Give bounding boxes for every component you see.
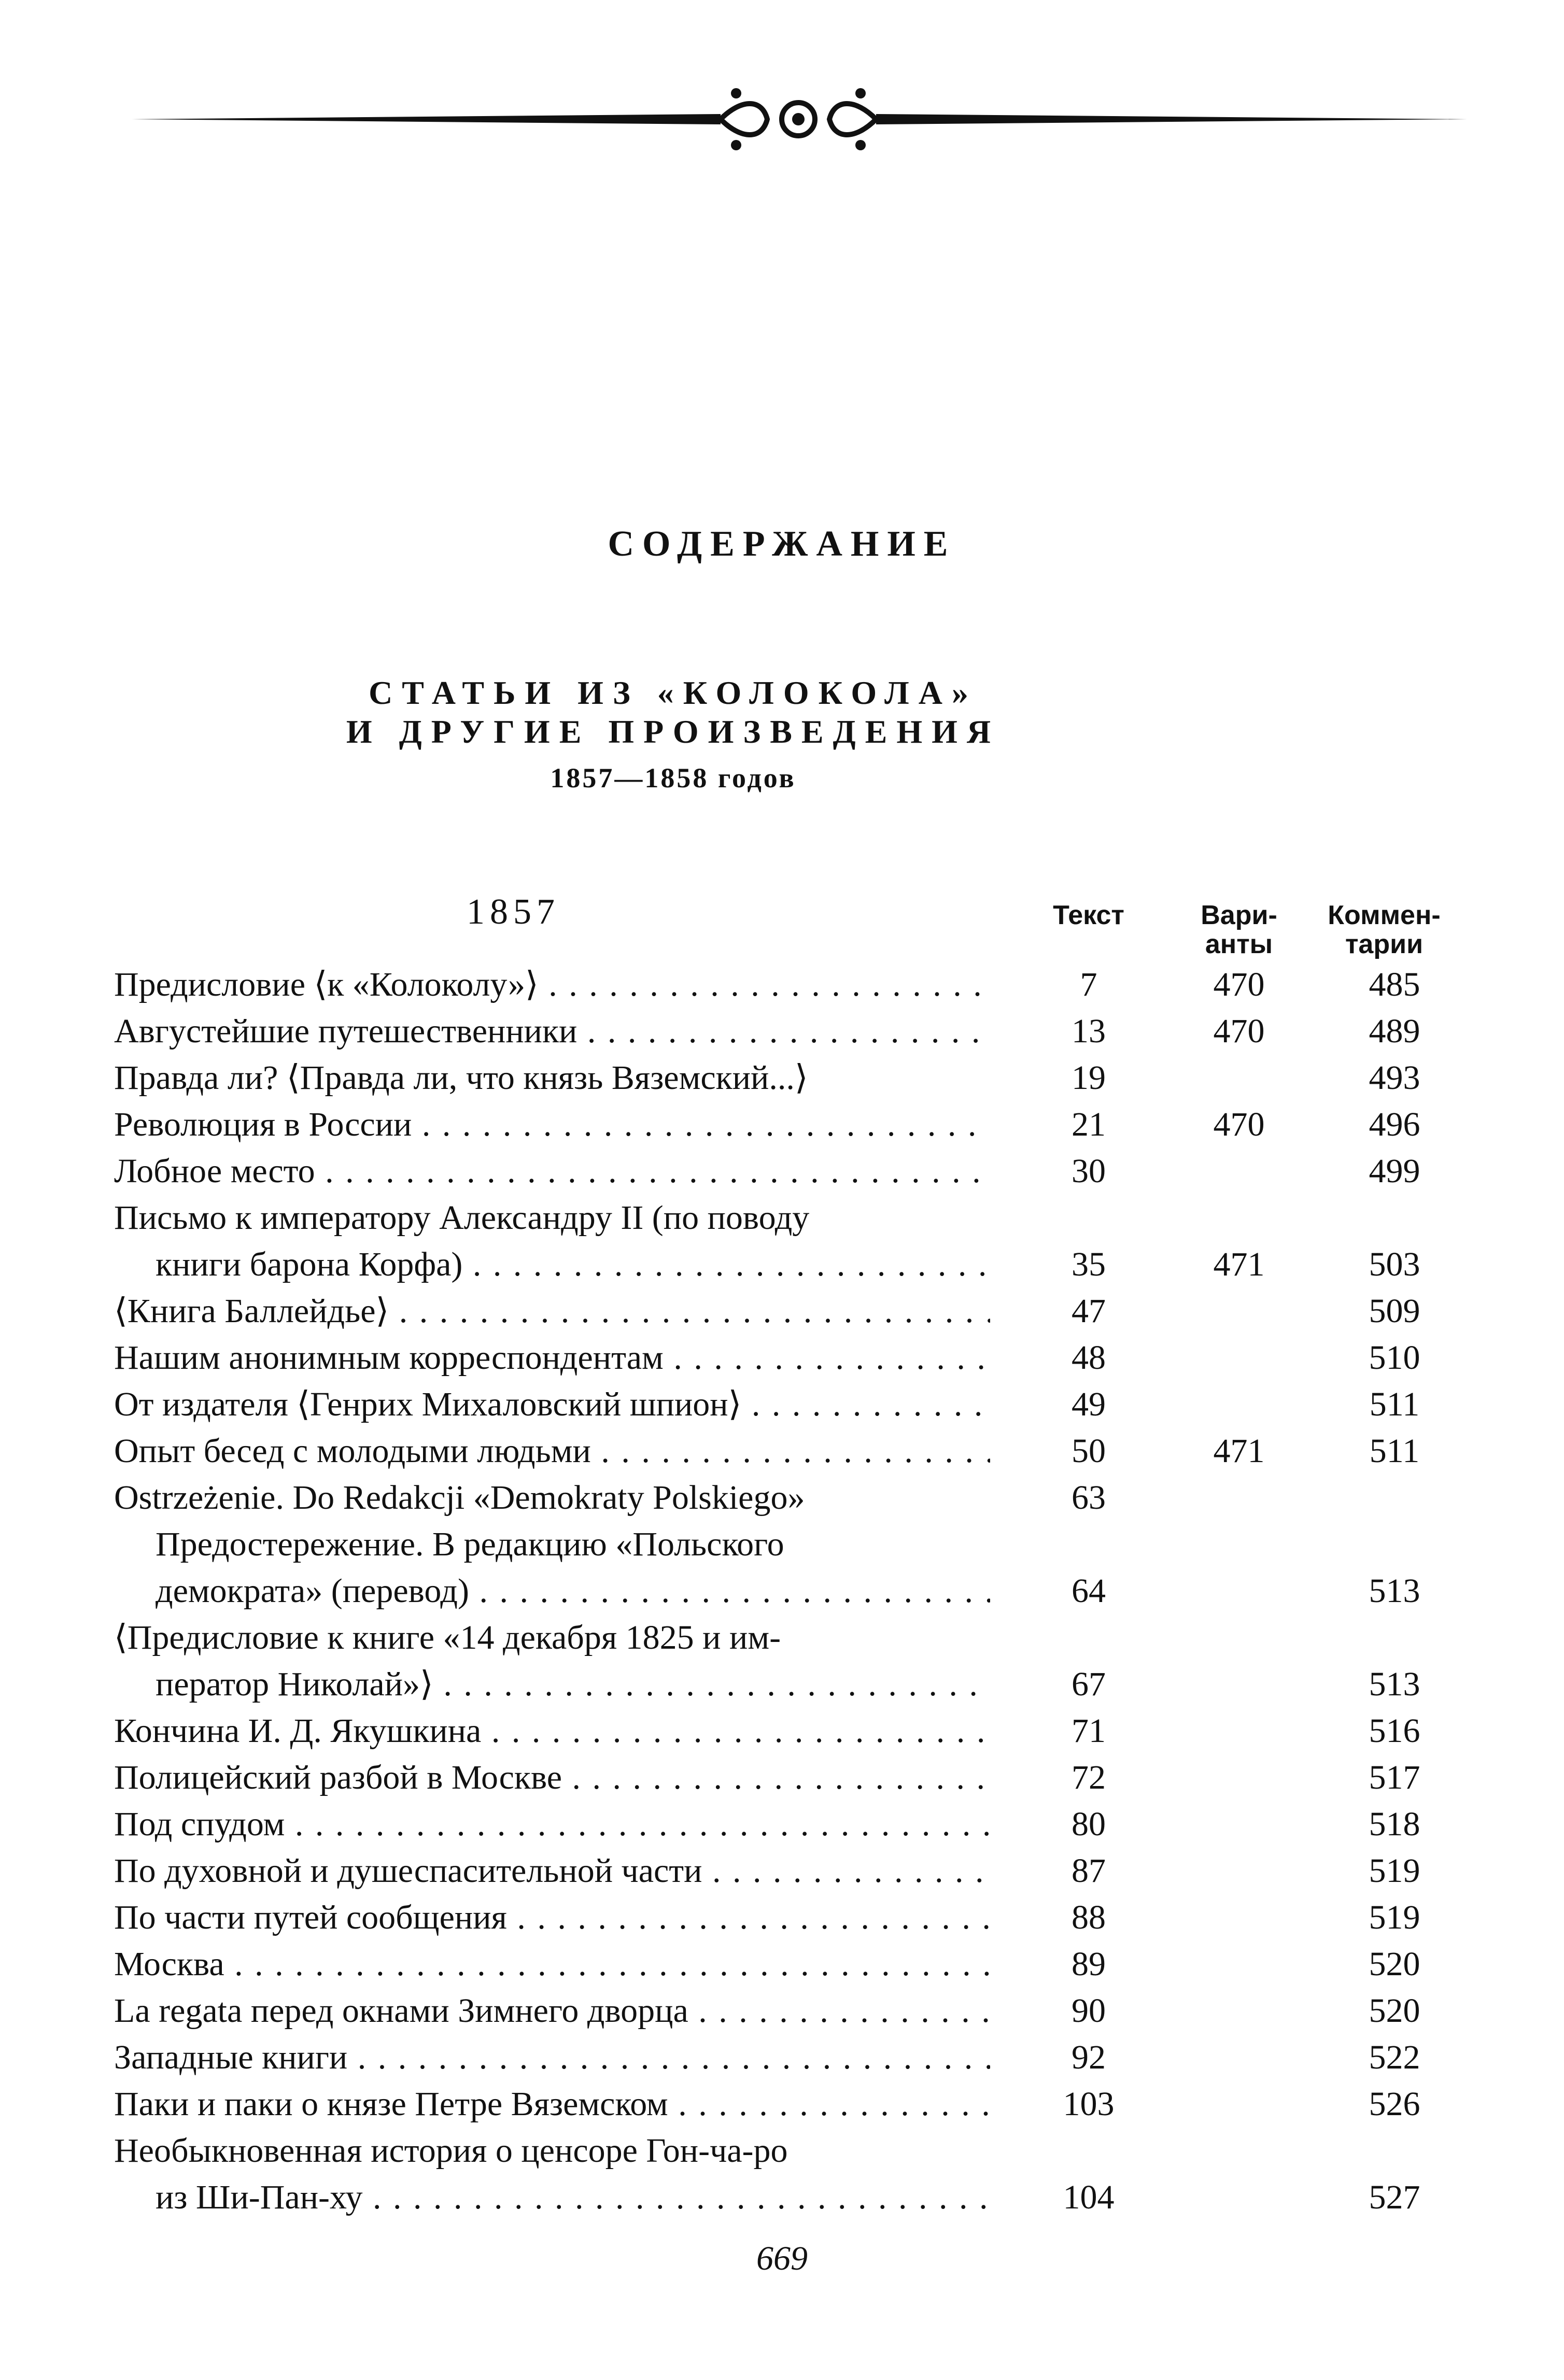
toc-entry-title: Западные книги . . .: [114, 2034, 990, 2081]
toc-row: [0, 1894, 1564, 1941]
toc-entry-title: ⟨Предисловие к книге «14 декабря 1825 и им-: [114, 1619, 781, 1656]
toc-entry-title: Полицейский разбой в Москве . . .: [114, 1754, 990, 1801]
toc-comments-page: 489: [1369, 1012, 1420, 1050]
toc-entry-title: Революция в России . . .: [114, 1101, 990, 1148]
toc-comments-page: 499: [1369, 1152, 1420, 1190]
toc-row: [0, 1801, 1564, 1848]
toc-text-page: 48: [1072, 1339, 1106, 1377]
toc-entry-title: Москва . . .: [114, 1941, 990, 1988]
column-header-variants-line-1: Вари-: [1201, 900, 1277, 930]
toc-text-page: 19: [1072, 1059, 1106, 1097]
column-header-variants-line-2: анты: [1205, 929, 1273, 959]
toc-comments-page: 485: [1369, 966, 1420, 1003]
toc-text-page: 49: [1072, 1385, 1106, 1423]
toc-entry-title: Необыкновенная история о ценсоре Гон-ча-ро: [114, 2132, 788, 2170]
toc-entry-title: Нашим анонимным корреспондентам . . .: [114, 1335, 990, 1381]
toc-entry-title: Письмо к императору Александру II (по поводу: [114, 1199, 810, 1237]
toc-entry-title: ператор Николай»⟩ . . .: [156, 1661, 990, 1708]
toc-variants-page: 471: [1213, 1432, 1265, 1470]
toc-row: [0, 1055, 1564, 1101]
toc-comments-page: 513: [1369, 1665, 1420, 1703]
toc-row: [0, 1428, 1564, 1475]
toc-text-page: 87: [1072, 1852, 1106, 1890]
toc-row: [0, 1521, 1564, 1568]
toc-entry-title: книги барона Корфа) . . .: [156, 1241, 990, 1288]
column-header-comments-line-1: Коммен-: [1328, 900, 1441, 930]
toc-row: [0, 1288, 1564, 1335]
toc-entry-title: Паки и паки о князе Петре Вяземском . . .: [114, 2081, 990, 2128]
toc-entry-title: Предисловие ⟨к «Колоколу»⟩ . . .: [114, 961, 990, 1008]
toc-text-page: 72: [1072, 1759, 1106, 1796]
toc-row: [0, 1148, 1564, 1195]
toc-text-page: 90: [1072, 1992, 1106, 2030]
toc-text-page: 80: [1072, 1805, 1106, 1843]
toc-comments-page: 509: [1369, 1292, 1420, 1330]
toc-text-page: 92: [1072, 2038, 1106, 2076]
toc-text-page: 7: [1080, 966, 1097, 1003]
toc-comments-page: 513: [1369, 1572, 1420, 1610]
toc-entry-title: Ostrzeżenie. Do Redakcji «Demokraty Polskiego»: [114, 1479, 805, 1517]
toc-entry-title: Предостережение. В редакцию «Польского: [156, 1525, 784, 1563]
toc-comments-page: 516: [1369, 1712, 1420, 1750]
toc-comments-page: 520: [1369, 1945, 1420, 1983]
toc-text-page: 64: [1072, 1572, 1106, 1610]
toc-comments-page: 503: [1369, 1245, 1420, 1283]
toc-row: [0, 1195, 1564, 1241]
toc-text-page: 89: [1072, 1945, 1106, 1983]
toc-row: [0, 2174, 1564, 2221]
toc-comments-page: 520: [1369, 1992, 1420, 2030]
toc-text-page: 35: [1072, 1245, 1106, 1283]
toc-row: [0, 1614, 1564, 1661]
toc-entry-title: От издателя ⟨Генрих Михаловский шпион⟩ . . .: [114, 1381, 990, 1428]
toc-row: [0, 2034, 1564, 2081]
toc-row: [0, 1241, 1564, 1288]
toc-row: [0, 961, 1564, 1008]
toc-entry-title: По части путей сообщения . . .: [114, 1894, 990, 1941]
toc-comments-page: 526: [1369, 2085, 1420, 2123]
toc-text-page: 71: [1072, 1712, 1106, 1750]
toc-text-page: 50: [1072, 1432, 1106, 1470]
page-title: СОДЕРЖАНИЕ: [608, 524, 956, 564]
toc-variants-page: 470: [1213, 1106, 1265, 1143]
toc-row: [0, 1335, 1564, 1381]
column-header-text-label: Текст: [1053, 900, 1124, 930]
toc-row: [0, 1101, 1564, 1148]
toc-comments-page: 527: [1369, 2178, 1420, 2216]
toc-row: [0, 1848, 1564, 1894]
toc-text-page: 30: [1072, 1152, 1106, 1190]
toc-comments-page: 511: [1369, 1385, 1420, 1423]
toc-entry-title: По духовной и душеспасительной части . . .: [114, 1848, 990, 1894]
toc-entry-title: La regata перед окнами Зимнего дворца . . .: [114, 1988, 990, 2034]
toc-variants-page: 471: [1213, 1245, 1265, 1283]
toc-entry-title: Опыт бесед с молодыми людьми . . .: [114, 1428, 990, 1475]
toc-row: [0, 1988, 1564, 2034]
toc-text-page: 63: [1072, 1479, 1106, 1517]
toc-entry-title: Августейшие путешественники . . .: [114, 1008, 990, 1055]
toc-entry-title: Лобное место . . .: [114, 1148, 990, 1195]
toc-row: [0, 1754, 1564, 1801]
toc-comments-page: 496: [1369, 1106, 1420, 1143]
toc-text-page: 13: [1072, 1012, 1106, 1050]
toc-comments-page: 519: [1369, 1899, 1420, 1936]
toc-text-page: 21: [1072, 1106, 1106, 1143]
section-subtitle-line-2: И ДРУГИЕ ПРОИЗВЕДЕНИЯ: [346, 713, 1001, 750]
year-heading: 1857: [467, 892, 560, 932]
toc-comments-page: 511: [1369, 1432, 1420, 1470]
toc-comments-page: 522: [1369, 2038, 1420, 2076]
toc-text-page: 67: [1072, 1665, 1106, 1703]
toc-text-page: 104: [1063, 2178, 1115, 2216]
toc-text-page: 88: [1072, 1899, 1106, 1936]
section-subtitle-line-1: СТАТЬИ ИЗ «КОЛОКОЛА»: [369, 674, 978, 711]
toc-text-page: 47: [1072, 1292, 1106, 1330]
toc-comments-page: 517: [1369, 1759, 1420, 1796]
column-header-comments-line-2: тарии: [1345, 929, 1424, 959]
toc-entry-title: Кончина И. Д. Якушкина . . .: [114, 1708, 990, 1754]
toc-comments-page: 493: [1369, 1059, 1420, 1097]
toc-text-page: 103: [1063, 2085, 1115, 2123]
toc-row: [0, 1708, 1564, 1754]
section-subtitle-years: 1857—1858 годов: [550, 762, 796, 794]
toc-entry-title: из Ши-Пан-ху . . .: [156, 2174, 990, 2221]
toc-entry-title: демократа» (перевод) . . .: [156, 1568, 990, 1614]
toc-entry-title: Под спудом . . .: [114, 1801, 990, 1848]
toc-variants-page: 470: [1213, 966, 1265, 1003]
toc-row: [0, 1381, 1564, 1428]
toc-row: [0, 1568, 1564, 1614]
toc-row: [0, 2081, 1564, 2128]
toc-row: [0, 1475, 1564, 1521]
toc-comments-page: 510: [1369, 1339, 1420, 1377]
toc-entry-title: ⟨Книга Баллейдье⟩ . . .: [114, 1288, 990, 1335]
toc-row: [0, 1661, 1564, 1708]
toc-comments-page: 518: [1369, 1805, 1420, 1843]
page-number: 669: [756, 2240, 808, 2277]
toc-comments-page: 519: [1369, 1852, 1420, 1890]
toc-row: [0, 1941, 1564, 1988]
toc-variants-page: 470: [1213, 1012, 1265, 1050]
toc-row: [0, 1008, 1564, 1055]
toc-row: [0, 2128, 1564, 2174]
toc-entry-title: Правда ли? ⟨Правда ли, что князь Вяземский...⟩: [114, 1059, 808, 1097]
